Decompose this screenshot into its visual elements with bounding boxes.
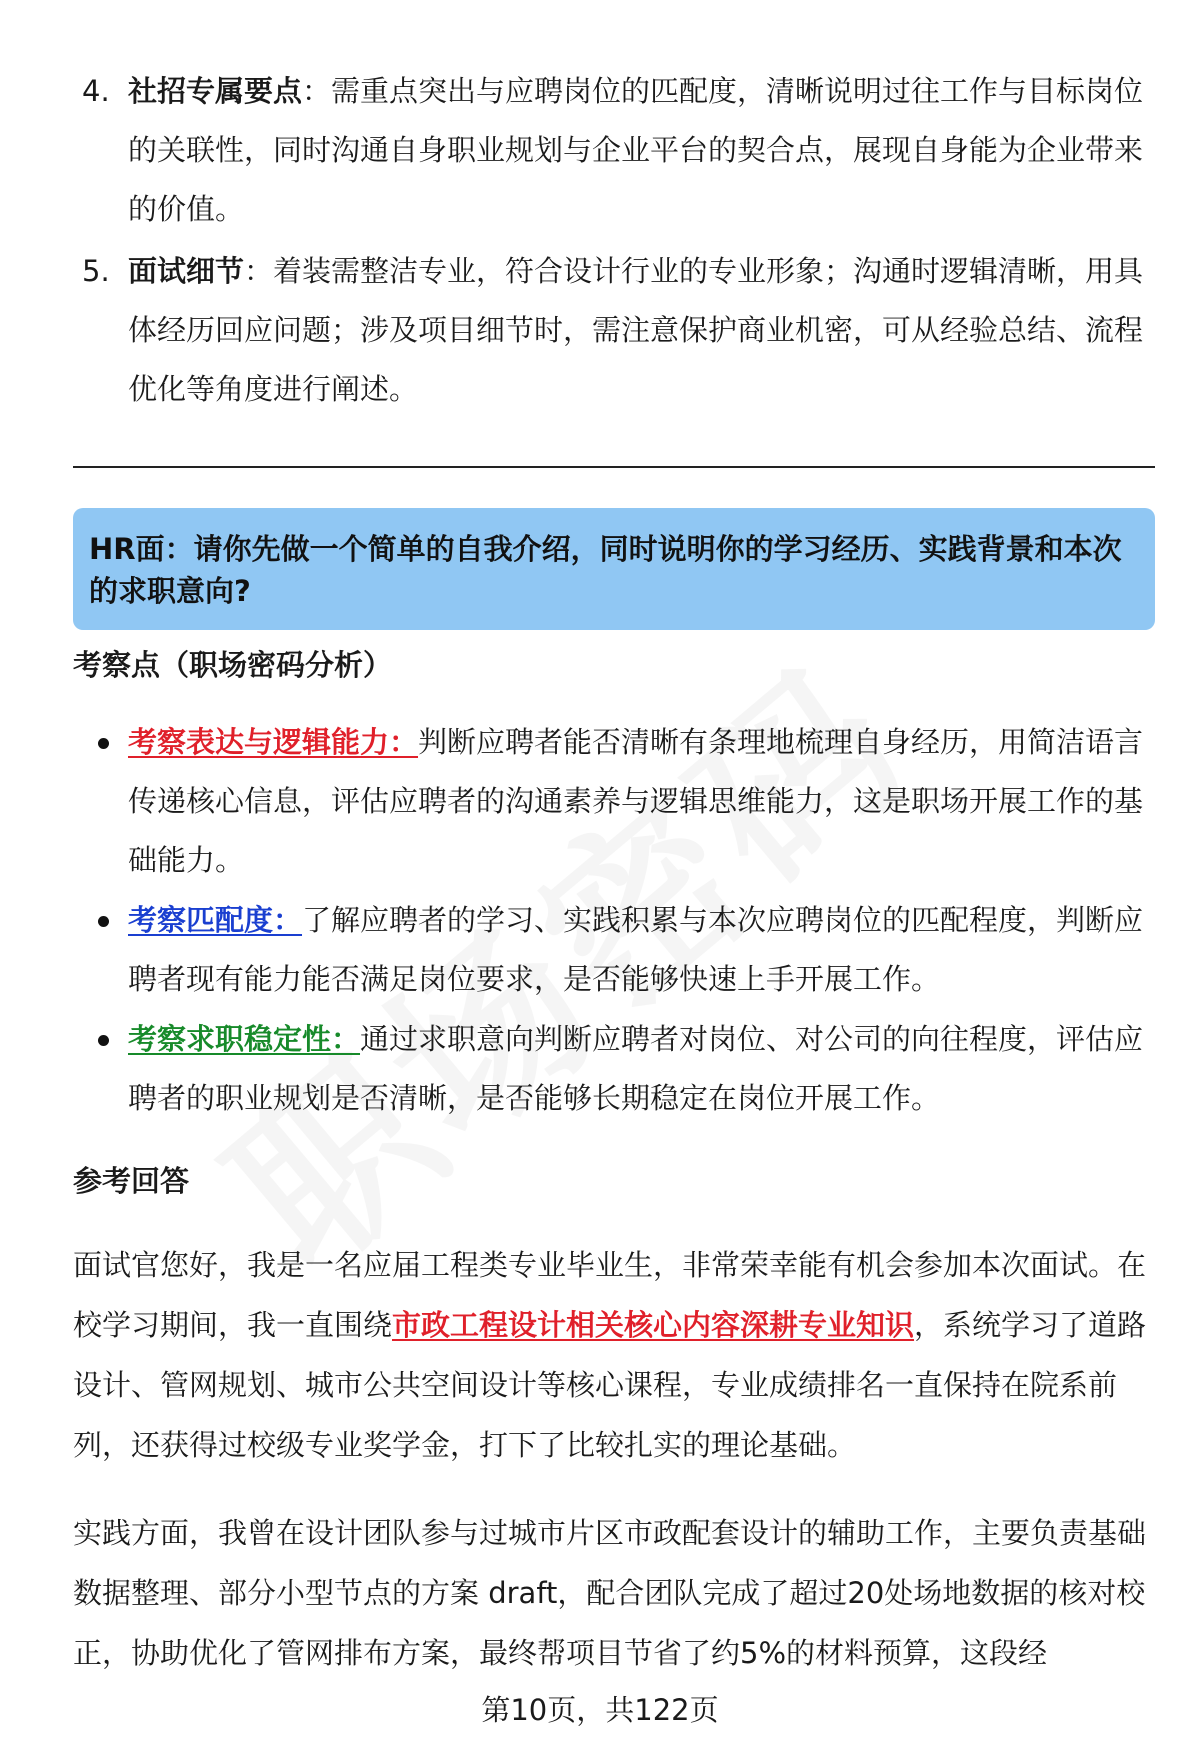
bullet-item bbox=[0, 713, 1144, 890]
answer-paragraph bbox=[73, 1235, 1155, 1475]
list-item-text: ：需重点突出与应聘岗位的匹配度，清晰说明过往工作与目标岗位的关联性，同时沟通自身职业规划与企业平台的契合点，展现自身能为企业带来的价值。 bbox=[128, 74, 1144, 226]
list-item-title: 面试细节 bbox=[128, 254, 245, 288]
list-item bbox=[0, 242, 1144, 419]
bullet-item bbox=[0, 891, 1144, 1009]
list-item-text: ：着装需整洁专业，符合设计行业的专业形象；沟通时逻辑清晰，用具体经历回应问题；涉及项目细节时，需注意保护商业机密，可从经验总结、流程优化等角度进行阐述。 bbox=[128, 254, 1144, 406]
list-item-title: 社招专属要点 bbox=[128, 74, 303, 108]
bullet-text: 了解应聘者的学习、实践积累与本次应聘岗位的匹配程度，判断应聘者现有能力能否满足岗位要求，是否能够快速上手开展工作。 bbox=[128, 903, 1144, 996]
page-footer: 第10页，共122页 bbox=[481, 1693, 719, 1727]
analysis-heading: 考察点（职场密码分析） bbox=[73, 648, 393, 682]
bullet-lead: 考察匹配度： bbox=[128, 903, 303, 937]
list-number: 4. bbox=[82, 74, 110, 108]
list-item bbox=[0, 62, 1144, 239]
question-box bbox=[73, 508, 1155, 630]
bullet-dot bbox=[98, 1035, 109, 1046]
answer-text: 面试官您好，我是一名应届工程类专业毕业生，非常荣幸能有机会参加本次面试。在校学习期间，我一直围绕 bbox=[73, 1248, 1147, 1342]
bullet-item bbox=[0, 1010, 1144, 1128]
answer-heading: 参考回答 bbox=[73, 1164, 190, 1198]
section-divider bbox=[73, 466, 1155, 468]
numbered-list bbox=[0, 62, 1200, 422]
bullet-lead: 考察求职稳定性： bbox=[128, 1022, 361, 1056]
question-text: HR面：请你先做一个简单的自我介绍，同时说明你的学习经历、实践背景和本次的求职意向? bbox=[89, 532, 1122, 608]
bullet-text: 通过求职意向判断应聘者对岗位、对公司的向往程度，评估应聘者的职业规划是否清晰，是否能够长期稳定在岗位开展工作。 bbox=[128, 1022, 1144, 1115]
bullet-dot bbox=[98, 916, 109, 927]
bullet-dot bbox=[98, 738, 109, 749]
bullet-lead: 考察表达与逻辑能力： bbox=[128, 725, 419, 759]
answer-highlight: 市政工程设计相关核心内容深耕专业知识 bbox=[392, 1308, 915, 1342]
list-number: 5. bbox=[82, 254, 110, 288]
answer-text: ，系统学习了道路设计、管网规划、城市公共空间设计等核心课程，专业成绩排名一直保持在院系前列，还获得过校级专业奖学金，打下了比较扎实的理论基础。 bbox=[73, 1308, 1147, 1462]
bullet-text: 判断应聘者能否清晰有条理地梳理自身经历，用简洁语言传递核心信息，评估应聘者的沟通素养与逻辑思维能力，这是职场开展工作的基础能力。 bbox=[128, 725, 1144, 877]
answer-paragraph: 实践方面，我曾在设计团队参与过城市片区市政配套设计的辅助工作，主要负责基础数据整理、部分小型节点的方案 draft，配合团队完成了超过20处场地数据的核对校正，协助优化了管网排布方案，最终帮项目节省了约5%的材料预算，这段经 bbox=[73, 1516, 1147, 1670]
analysis-list bbox=[0, 713, 1200, 1129]
